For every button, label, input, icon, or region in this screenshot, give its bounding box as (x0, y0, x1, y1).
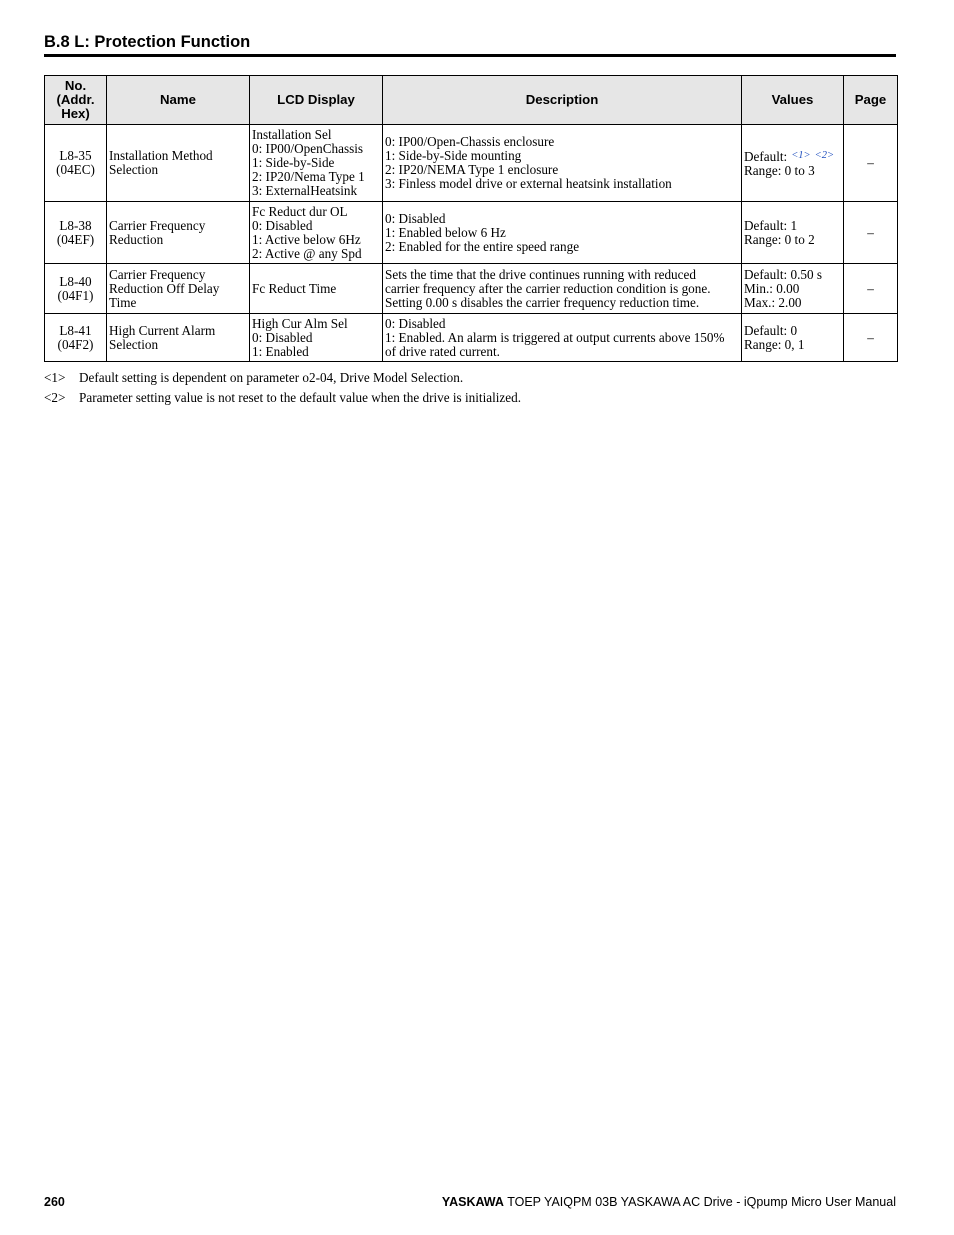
description-line: 1: Enabled. An alarm is triggered at output currents above 150% (385, 329, 725, 345)
column-header-values (742, 76, 844, 125)
cell-name (107, 264, 250, 314)
cell-parameter-no (45, 314, 107, 362)
description-line: 3: Finless model drive or external heatsink installation (385, 176, 672, 191)
cell-page: – (844, 125, 898, 202)
cell-description (383, 125, 742, 202)
column-header-page (844, 76, 898, 125)
cell-description (383, 314, 742, 362)
cell-lcd-display (250, 264, 383, 314)
parameter-no-line: (04F1) (57, 287, 94, 303)
description-line: of drive rated current. (385, 343, 500, 359)
table-row (45, 264, 898, 314)
lcd-display-line: Fc Reduct Time (252, 280, 337, 296)
values-text: Range: 0 to 3 (744, 162, 815, 178)
lcd-display-line: 1: Active below 6Hz (252, 231, 361, 247)
cell-values (742, 125, 844, 202)
values-line (744, 164, 841, 178)
cell-page: – (844, 202, 898, 264)
cell-lcd-display (250, 125, 383, 202)
lcd-display-line: High Cur Alm Sel (252, 315, 348, 331)
values-text: Max.: 2.00 (744, 294, 802, 310)
values-line (744, 324, 841, 338)
footnote-mark: <1> (44, 370, 66, 385)
lcd-display-line: Installation Sel (252, 127, 332, 142)
column-header-text: Description (525, 92, 599, 107)
cell-values (742, 202, 844, 264)
column-header-text: Name (160, 92, 196, 107)
manual-title (442, 1192, 896, 1212)
column-header-text: No. (64, 78, 87, 93)
cell-values (742, 314, 844, 362)
column-header-lcd-display (250, 76, 383, 125)
footnote-reference-link[interactable]: <1> (791, 149, 811, 161)
column-header-description (383, 76, 742, 125)
values-text: Default: 0 (744, 322, 798, 338)
name-line: Carrier Frequency (109, 266, 206, 282)
brand-name: YASKAWA (441, 1195, 504, 1209)
lcd-display-line: 2: Active @ any Spd (252, 245, 362, 261)
column-header-text: Values (771, 92, 814, 107)
cell-parameter-no (45, 202, 107, 264)
lcd-display-line: 1: Enabled (252, 343, 309, 359)
parameter-no-line: (04EC) (56, 162, 95, 177)
cell-page: – (844, 314, 898, 362)
values-text: Default: 1 (744, 217, 798, 233)
parameter-no-line: L8-41 (59, 322, 92, 338)
values-text: Range: 0, 1 (744, 336, 805, 352)
cell-lcd-display (250, 202, 383, 264)
lcd-display-line: 0: Disabled (252, 217, 313, 233)
parameter-table (44, 75, 898, 362)
parameter-no-line: L8-40 (59, 273, 92, 289)
name-line: Carrier Frequency (109, 217, 206, 233)
cell-page: – (844, 264, 898, 314)
values-line (744, 149, 841, 164)
cell-name (107, 125, 250, 202)
name-line: Reduction Off Delay (109, 280, 220, 296)
description-line: 0: Disabled (385, 315, 446, 331)
description-line: 0: Disabled (385, 210, 446, 226)
column-header-text: Page (854, 92, 887, 107)
parameter-no-line: L8-38 (59, 217, 92, 233)
footnotes (44, 369, 896, 409)
cell-description (383, 264, 742, 314)
lcd-display-line: Fc Reduct dur OL (252, 203, 348, 219)
name-line: High Current Alarm (109, 322, 216, 338)
column-header-text: (Addr. (56, 92, 95, 107)
cell-parameter-no (45, 125, 107, 202)
footnote-mark: <2> (44, 390, 66, 405)
parameter-no-line: L8-35 (59, 148, 92, 163)
column-header-name (107, 76, 250, 125)
name-line: Reduction (109, 231, 164, 247)
description-line: 2: Enabled for the entire speed range (385, 238, 580, 254)
values-line (744, 233, 841, 247)
table-row (45, 314, 898, 362)
values-line (744, 338, 841, 352)
column-header-text: Hex) (61, 106, 90, 121)
lcd-display-line: 1: Side-by-Side (252, 155, 335, 170)
values-line (744, 219, 841, 233)
column-header-text: LCD Display (277, 92, 355, 107)
parameter-no-line: (04EF) (56, 231, 95, 247)
description-line: 1: Enabled below 6 Hz (385, 224, 506, 240)
description-line: carrier frequency after the carrier reduction condition is gone. (385, 280, 711, 296)
description-line: Sets the time that the drive continues running with reduced (385, 266, 696, 282)
table-body (45, 125, 898, 362)
name-line: Selection (109, 336, 159, 352)
lcd-display-line: 0: IP00/OpenChassis (252, 141, 363, 156)
cell-parameter-no (45, 264, 107, 314)
cell-description (383, 202, 742, 264)
table-row (45, 125, 898, 202)
name-line: Time (109, 294, 137, 310)
lcd-display-line: 3: ExternalHeatsink (252, 183, 358, 198)
description-line: 2: IP20/NEMA Type 1 enclosure (385, 162, 559, 177)
manual-title-text: TOEP YAIQPM 03B YASKAWA AC Drive - iQpump Micro User Manual (503, 1195, 896, 1209)
description-line: 1: Side-by-Side mounting (385, 148, 522, 163)
parameter-no-line: (04F2) (57, 336, 94, 352)
description-line: Setting 0.00 s disables the carrier frequency reduction time. (385, 294, 700, 310)
cell-lcd-display (250, 314, 383, 362)
footnote-text: Parameter setting value is not reset to the default value when the drive is initialized. (79, 390, 522, 405)
cell-name (107, 202, 250, 264)
lcd-display-line: 2: IP20/Nema Type 1 (252, 169, 365, 184)
values-text: Default: (744, 148, 788, 164)
values-line (744, 268, 841, 282)
description-line: 0: IP00/Open-Chassis enclosure (385, 134, 555, 149)
values-text: Min.: 0.00 (744, 280, 800, 296)
cell-values (742, 264, 844, 314)
page-number: 260 (44, 1195, 65, 1209)
footnote (44, 389, 896, 409)
table-header-row (45, 76, 898, 125)
footnote-text: Default setting is dependent on parameter o2-04, Drive Model Selection. (79, 370, 464, 385)
table-row (45, 202, 898, 264)
values-text: Default: 0.50 s (744, 266, 823, 282)
column-header-no (45, 76, 107, 125)
values-line (744, 282, 841, 296)
lcd-display-line: 0: Disabled (252, 329, 313, 345)
values-line (744, 296, 841, 310)
footnote (44, 369, 896, 389)
name-line: Selection (109, 162, 159, 177)
cell-name (107, 314, 250, 362)
values-text: Range: 0 to 2 (744, 231, 815, 247)
name-line: Installation Method (109, 148, 213, 163)
page-footer (44, 1192, 896, 1212)
section-title: B.8 L: Protection Function (44, 32, 896, 57)
footnote-reference-link[interactable]: <2> (814, 149, 835, 161)
